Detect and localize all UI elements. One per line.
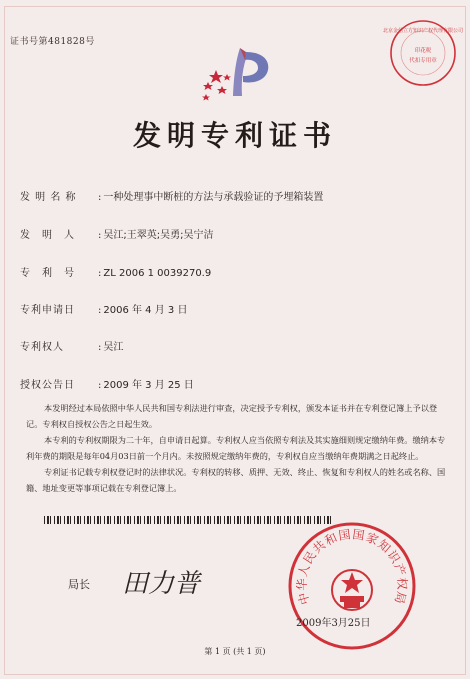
field-value: 吴江 — [103, 342, 124, 353]
field-grant-date: 授权公告日 : 2009 年 3 月 25 日 — [20, 376, 194, 391]
field-value: 2009 年 3 月 25 日 — [103, 380, 194, 391]
page-title: 发明专利证书 — [132, 119, 337, 152]
body-paragraph: 本专利的专利权期限为二十年，自申请日起算。专利权人应当依照专利法及其实施细则规定缴纳年费。缴纳本专利年费的期限是每年04月03日前一个月内。未按照规定缴纳年费的，专利权自应当缴纳年费期满之日起终止。 — [26, 435, 446, 461]
field-value: 吴江;王翠英;吴勇;吴宁洁 — [103, 230, 214, 241]
official-seal — [286, 520, 418, 652]
field-label: 授权公告日 — [20, 380, 75, 391]
body-paragraph: 专利证书记载专利权登记时的法律状况。专利权的转移、质押、无效、终止、恢复和专利权人的姓名或名称、国籍、地址变更等事项记载在专利登记簿上。 — [26, 467, 446, 493]
svg-text:代扣专用章: 代扣专用章 — [409, 58, 437, 64]
field-patent-number: 专 利 号 : ZL 2006 1 0039270.9 — [20, 264, 211, 279]
field-value: 2006 年 4 月 3 日 — [103, 305, 188, 316]
field-patentee: 专利权人 : 吴江 — [20, 338, 123, 353]
field-label: 发 明 名 称 — [20, 192, 77, 203]
field-label: 专利申请日 — [20, 305, 75, 316]
svg-text:印花税: 印花税 — [414, 48, 432, 54]
field-inventors: 发 明 人 : 吴江;王翠英;吴勇;吴宁洁 — [20, 226, 213, 241]
agency-seal — [382, 18, 464, 88]
seal-date: 2009年3月25日 — [296, 618, 371, 629]
field-application-date: 专利申请日 : 2006 年 4 月 3 日 — [20, 301, 187, 316]
certificate-body — [26, 400, 446, 496]
certificate-number: 证书号第481828号 — [10, 37, 95, 47]
field-label: 发 明 人 — [20, 230, 75, 241]
body-paragraph: 本发明经过本局依照中华人民共和国专利法进行审查，决定授予专利权，颁发本证书并在专利登记簿上予以登记。专利权自授权公告之日起生效。 — [26, 403, 438, 429]
national-emblem-icon — [332, 570, 372, 610]
director-label: 局长 — [68, 578, 90, 591]
field-value: 一种处理事中断桩的方法与承载验证的予埋箱装置 — [103, 192, 324, 203]
patent-office-logo — [196, 44, 280, 104]
field-label: 专利权人 — [20, 342, 64, 353]
page-number: 第 1 页 (共 1 页) — [204, 647, 266, 656]
field-label: 专 利 号 — [20, 268, 75, 279]
seal-text: 中华人民共和国国家知识产权局 — [294, 527, 410, 607]
signature-text: 田力普 — [122, 569, 201, 599]
director-signature — [118, 562, 208, 602]
field-invention-title: 发 明 名 称 : 一种处理事中断桩的方法与承载验证的予埋箱装置 — [20, 188, 323, 203]
field-value: ZL 2006 1 0039270.9 — [103, 268, 212, 279]
agency-seal-ring-text: 北京金信立方知识产权代理有限公司 — [382, 28, 464, 34]
